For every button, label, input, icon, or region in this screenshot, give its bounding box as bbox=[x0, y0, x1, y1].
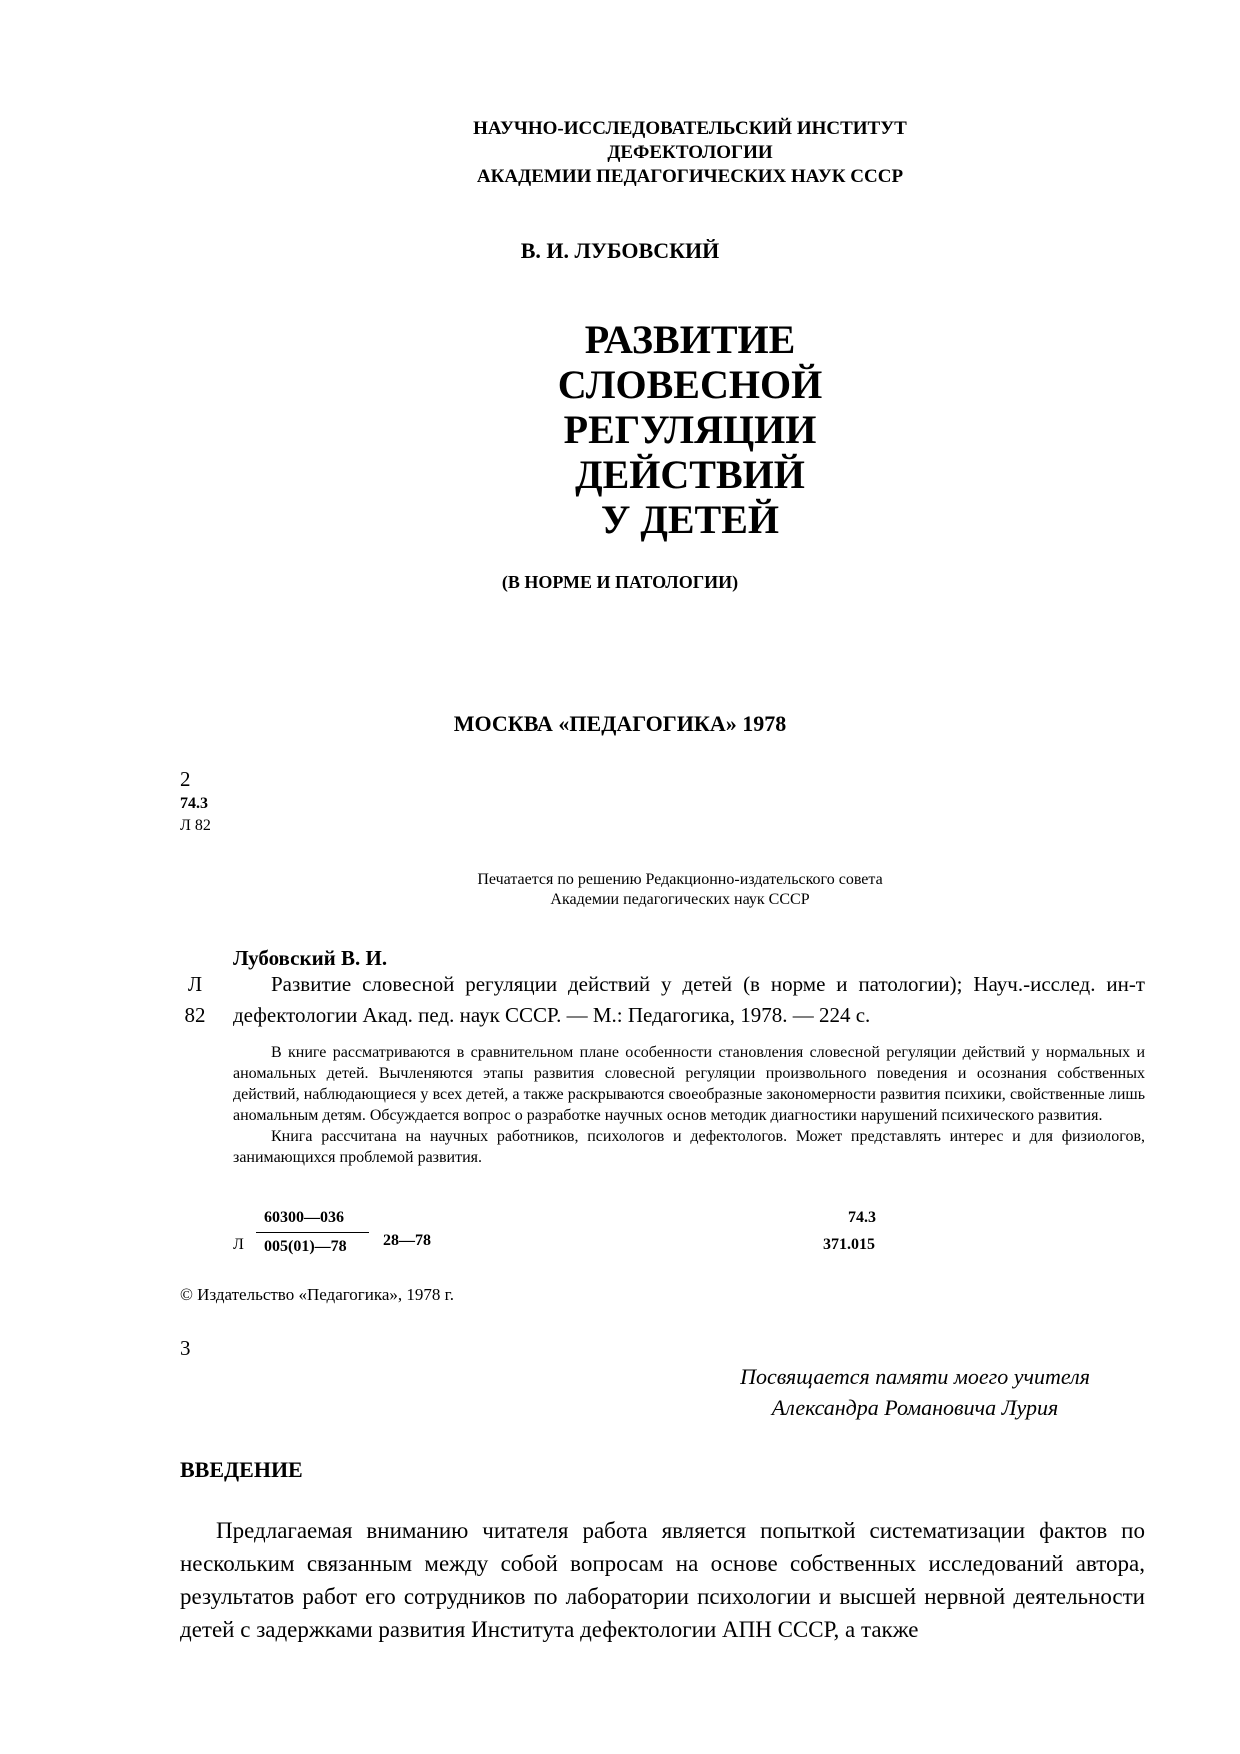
page-number-3: 3 bbox=[180, 1336, 191, 1360]
institute-line-2: ДЕФЕКТОЛОГИИ bbox=[607, 142, 773, 163]
title-line-5: У ДЕТЕЙ bbox=[600, 497, 780, 542]
annotation-paragraph-1: В книге рассматриваются в сравнительном плане особенности становления словесной регуляции действий у нормальных и аномальных детей. Вычленяются этапы развития словесной регуляции произвольного поведения и осознания собственных действий, наблюдающиеся у всех детей, а также раскрываются своеобразные закономерности развития психики, свойственные лишь аномальным детям. Обсуждается вопрос о разработке научных основ методик диагностики нарушений психического развития. bbox=[233, 1044, 1145, 1124]
copyright-notice: © Издательство «Педагогика», 1978 г. bbox=[180, 1285, 454, 1304]
dedication bbox=[680, 1361, 1150, 1423]
catalog-description bbox=[233, 969, 1145, 1031]
catalog-description-text: Развитие словесной регуляции действий у детей (в норме и патологии); Науч.-исслед. ин-т дефектологии Акад. пед. наук СССР. — М.: Педагогика, 1978. — 224 с. bbox=[233, 972, 1145, 1027]
imprint: МОСКВА «ПЕДАГОГИКА» 1978 bbox=[453, 711, 787, 736]
udc-code-2: 371.015 bbox=[823, 1236, 875, 1253]
catalog-side-code-1: Л bbox=[187, 972, 203, 996]
annotation bbox=[233, 1042, 1145, 1168]
institute-line-1: НАУЧНО-ИССЛЕДОВАТЕЛЬСКИЙ ИНСТИТУТ bbox=[473, 118, 907, 139]
annotation-paragraph-2: Книга рассчитана на научных работников, психологов и дефектологов. Может представлять интерес и для физиологов, занимающихся проблемой развития. bbox=[233, 1128, 1145, 1166]
title-line-2: СЛОВЕСНОЙ bbox=[557, 362, 823, 407]
publication-decision bbox=[60, 870, 1240, 910]
introduction-text: Предлагаемая вниманию читателя работа является попыткой систематизации фактов по нескольким связанным между собой вопросам на основе собственных исследований автора, результатов работ его сотрудников по лаборатории психологии и высшей нервной деятельности детей с задержками развития Института дефектологии АПН СССР, а также bbox=[180, 1518, 1145, 1642]
index-denominator: 005(01)—78 bbox=[264, 1238, 347, 1255]
udc-code-1: 74.3 bbox=[848, 1209, 876, 1226]
catalog-side-code-2: 82 bbox=[184, 1003, 206, 1027]
dedication-line-2: Александра Романовича Лурия bbox=[771, 1395, 1059, 1420]
title-line-3: РЕГУЛЯЦИИ bbox=[563, 407, 817, 452]
index-prefix: Л bbox=[233, 1236, 244, 1253]
title-line-1: РАЗВИТИЕ bbox=[584, 317, 796, 362]
title-line-4: ДЕЙСТВИЙ bbox=[575, 452, 805, 497]
author-mark: Л 82 bbox=[180, 817, 211, 834]
decision-line-2: Академии педагогических наук СССР bbox=[550, 891, 810, 908]
dedication-line-1: Посвящается памяти моего учителя bbox=[740, 1364, 1090, 1389]
index-fraction-line bbox=[256, 1232, 369, 1233]
introduction-paragraph bbox=[180, 1514, 1145, 1646]
author-name: В. И. ЛУБОВСКИЙ bbox=[520, 238, 720, 263]
catalog-author: Лубовский В. И. bbox=[233, 946, 388, 970]
book-subtitle: (В НОРМЕ И ПАТОЛОГИИ) bbox=[501, 572, 739, 592]
book-title bbox=[70, 317, 1240, 542]
institute-header bbox=[70, 117, 1240, 189]
index-numerator: 60300—036 bbox=[264, 1209, 344, 1226]
introduction-heading: ВВЕДЕНИЕ bbox=[180, 1457, 303, 1482]
decision-line-1: Печатается по решению Редакционно-издательского совета bbox=[477, 871, 883, 888]
index-suffix: 28—78 bbox=[383, 1232, 431, 1249]
page-number-2: 2 bbox=[180, 767, 191, 791]
bbk-code: 74.3 bbox=[180, 795, 208, 812]
institute-line-3: АКАДЕМИИ ПЕДАГОГИЧЕСКИХ НАУК СССР bbox=[476, 166, 904, 187]
